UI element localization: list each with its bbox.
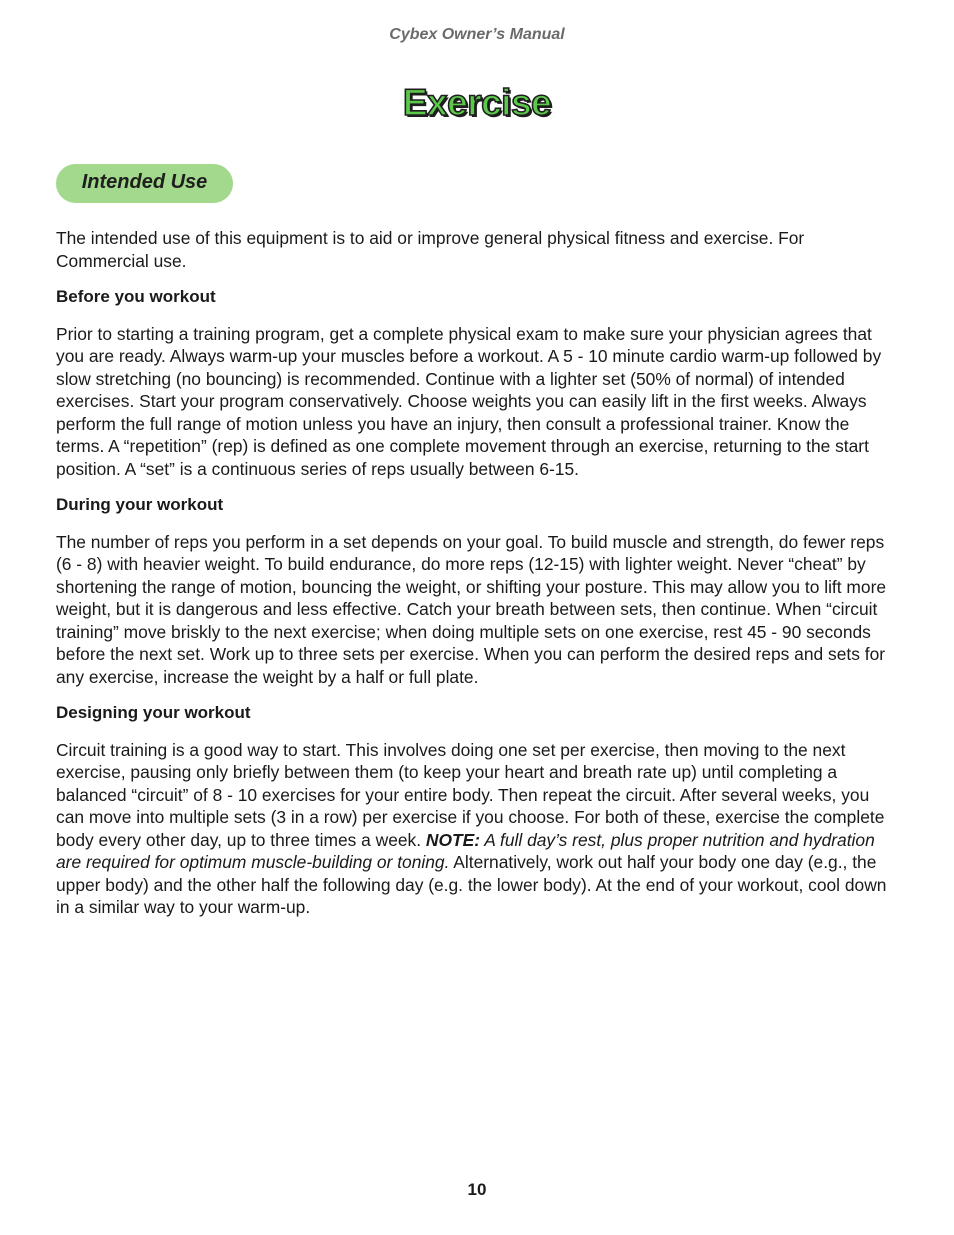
designing-text-part-2: Alternatively, work out half your body one day (e.g., the upper body) and the other half the following day (e.g. the lower body). At the end of your workout, cool down in a similar way to your warm-up. [56, 852, 887, 917]
designing-workout-paragraph [56, 739, 901, 919]
page-content [56, 227, 901, 933]
before-workout-heading: Before you workout [56, 287, 216, 306]
designing-workout-heading: Designing your workout [56, 703, 251, 722]
designing-text-part-1: Circuit training is a good way to start. This involves doing one set per exercise, then moving to the next exercise, pausing only briefly between them (to keep your heart and breath rate up) until completing a balanced “circuit” of 8 - 10 exercises for your entire body. Then repeat the circuit. After several weeks, you can move into multiple sets (3 in a row) per exercise if you choose. For both of these, exercise the complete body every other day, up to three times a week. [56, 739, 885, 850]
during-workout-paragraph: The number of reps you perform in a set depends on your goal. To build muscle and strength, do fewer reps (6 - 8) with heavier weight. To build endurance, do more reps (12-15) with lighter weight. Never “cheat” by shortening the range of motion, bouncing the weight, or shifting your posture. This may allow you to lift more weight, but it is dangerous and less effective. Catch your breath between sets, then continue. When “circuit training” move briskly to the next exercise; when doing multiple sets on one exercise, rest 45 - 90 seconds before the next set. Work up to three sets per exercise. When you can perform the desired reps and sets for any exercise, increase the weight by a half or full plate. [56, 531, 887, 687]
note-label: NOTE: [425, 829, 481, 850]
before-workout-paragraph: Prior to starting a training program, get a complete physical exam to make sure your physician agrees that you are ready. Always warm-up your muscles before a workout. A 5 - 10 minute cardio warm-up followed by slow stretching (no bouncing) is recommended. Continue with a lighter set (50% of normal) of intended exercises. Start your program conservatively. Choose weights you can easily lift in the first weeks. Always perform the full range of motion unless you have an injury, then consult a professional trainer. Know the terms. A “repetition” (rep) is defined as one complete movement through an exercise, returning to the start position. A “set” is a continuous series of reps usually between 6-15. [56, 323, 882, 479]
intended-use-paragraph: The intended use of this equipment is to aid or improve general physical fitness and exercise. For Commercial use. [56, 228, 805, 271]
section-pill-intended-use: Intended Use [56, 164, 233, 203]
manual-header: Cybex Owner’s Manual [389, 26, 565, 43]
during-workout-heading: During your workout [56, 495, 224, 514]
note-text: A full day’s rest, plus proper nutrition and hydration are required for optimum muscle-building or toning. [56, 829, 875, 872]
page-number: 10 [467, 1180, 487, 1199]
page-title: Exercise [402, 82, 552, 123]
